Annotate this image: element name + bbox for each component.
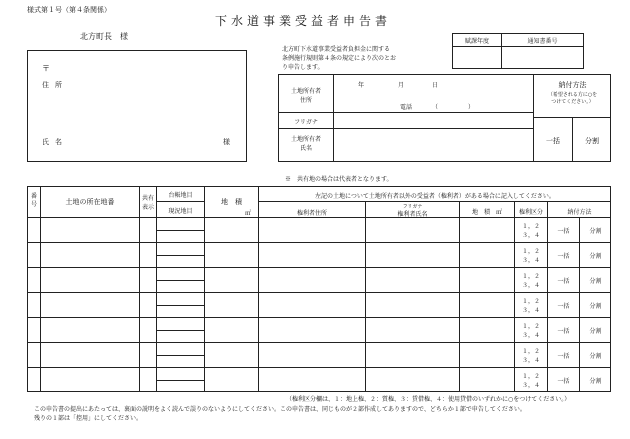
lump-option[interactable]: 一括 [557,353,570,360]
split-option[interactable]: 分割 [589,328,602,335]
rights-footnote: （権利区分欄は、１：地上権、２：質権、３：賃借権、４：使用貸借のいずれかに○をつけてください。） [286,396,571,403]
owner-name-label [280,135,332,153]
shared-header-1: 共有 [141,195,154,202]
split-option[interactable]: 分割 [589,303,602,310]
furigana-label: フリガナ [294,119,318,126]
holder-name-header: 権利者氏名 [397,211,428,218]
sama-label: 様 [223,138,230,146]
fiscal-year-field[interactable] [453,47,502,69]
rights-type-value: ３，４ [521,332,540,339]
rights-type-cell[interactable] [515,222,547,240]
holder-furigana-header: フリガナ [402,204,423,210]
intro-line-3: り申告します。 [282,64,324,71]
owner-address-label-2: 住所 [299,97,312,104]
rights-type-value: ３，４ [521,257,540,264]
holder-address-header: 権利者住所 [296,210,327,217]
payment-note-2: つけてください。） [551,99,594,105]
owner-name-label-2: 氏名 [299,145,312,152]
name-label: 氏名 [42,138,68,146]
rights-type-value: １，２ [521,373,540,380]
fiscal-year-label: 賦課年度 [453,34,502,47]
form-number: 様式第１号（第４条関係） [27,6,111,14]
rights-type-value: １，２ [521,223,540,230]
rights-type-cell[interactable] [515,297,547,315]
phone-label: 電話 [400,104,413,111]
address-box[interactable] [27,50,247,162]
rights-type-value: ３，４ [521,357,540,364]
lump-option[interactable]: 一括 [557,278,570,285]
phone-parens: （ ） [432,104,475,111]
payment-method-header: 納付方法 [558,81,587,89]
owner-lump-option[interactable]: 一括 [546,137,560,145]
lump-option[interactable]: 一括 [557,228,570,235]
rights-type-header: 権利区分 [518,209,543,216]
rights-type-value: ３，４ [521,382,540,389]
split-option[interactable]: 分割 [589,278,602,285]
holder-area-header: 地 積 ㎡ [471,209,502,216]
reference-table [452,33,584,69]
number-header [28,193,40,209]
split-option[interactable]: 分割 [589,378,602,385]
current-land-header: 現況地目 [168,208,193,215]
rights-type-value: １，２ [521,348,540,355]
coowner-note: ※ 共有地の場合は代表者となります。 [285,176,393,183]
notice-number-label: 通知書番号 [502,34,584,47]
rights-type-value: １，２ [521,323,540,330]
shared-header [140,194,156,212]
ledger-land-header: 台帳地目 [168,192,193,199]
split-option[interactable]: 分割 [589,228,602,235]
addressee: 北方町長 様 [80,32,128,41]
day-label: 日 [432,82,439,89]
rights-type-value: ３，４ [521,232,540,239]
rights-type-value: ３，４ [521,282,540,289]
main-footnote-2: 残りの１部は「控用」にしてください。 [34,415,143,422]
owner-address-label-1: 土地所有者 [290,88,321,95]
owner-split-option[interactable]: 分割 [585,137,599,145]
rights-type-cell[interactable] [515,247,547,265]
number-header-1: 番 [30,193,37,200]
rights-type-value: １，２ [521,298,540,305]
lump-option[interactable]: 一括 [557,328,570,335]
payment-note [534,92,611,106]
payment-header: 納付方法 [567,209,592,216]
rights-type-cell[interactable] [515,322,547,340]
year-label: 年 [358,82,365,89]
split-option[interactable]: 分割 [589,353,602,360]
intro-line-2: 条例施行規則第４条の規定により次のとお [282,55,397,62]
lump-option[interactable]: 一括 [557,303,570,310]
rights-type-value: １，２ [521,273,540,280]
owner-name-label-1: 土地所有者 [290,136,321,143]
postal-mark: 〒 [42,64,50,73]
rights-holder-header: 左記の土地について土地所有者以外の受益者（権利者）がある場合に記入してください。 [315,193,555,200]
intro-line-1: 北方町下水道事業受益者負担金に関する [282,46,391,53]
intro-text [282,45,396,72]
location-header: 土地の所在地番 [65,198,115,206]
shared-header-2: 表示 [141,204,154,211]
lump-option[interactable]: 一括 [557,378,570,385]
owner-address-label [280,87,332,105]
rights-type-value: ３，４ [521,307,540,314]
main-footnote-1: この申告書の提出にあたっては、裏面の説明をよく読んで誤りのないようにしてください。この申告書は、同じものが２部作成してありますので、どちらか１部で申告してください。 [34,406,526,413]
page-title: 下水道事業受益者申告書 [215,14,392,28]
lump-option[interactable]: 一括 [557,253,570,260]
address-label: 住所 [42,81,68,89]
area-header: 地 積 [221,198,242,206]
payment-note-1: （希望される方に○を [547,92,598,98]
number-header-2: 号 [30,201,37,208]
rights-type-cell[interactable] [515,372,547,390]
notice-number-field[interactable] [502,47,584,69]
rights-type-cell[interactable] [515,347,547,365]
rights-type-value: １，２ [521,248,540,255]
split-option[interactable]: 分割 [589,253,602,260]
main-footnote [34,405,624,423]
rights-type-cell[interactable] [515,272,547,290]
area-unit: ㎡ [245,210,252,217]
month-label: 月 [398,82,405,89]
